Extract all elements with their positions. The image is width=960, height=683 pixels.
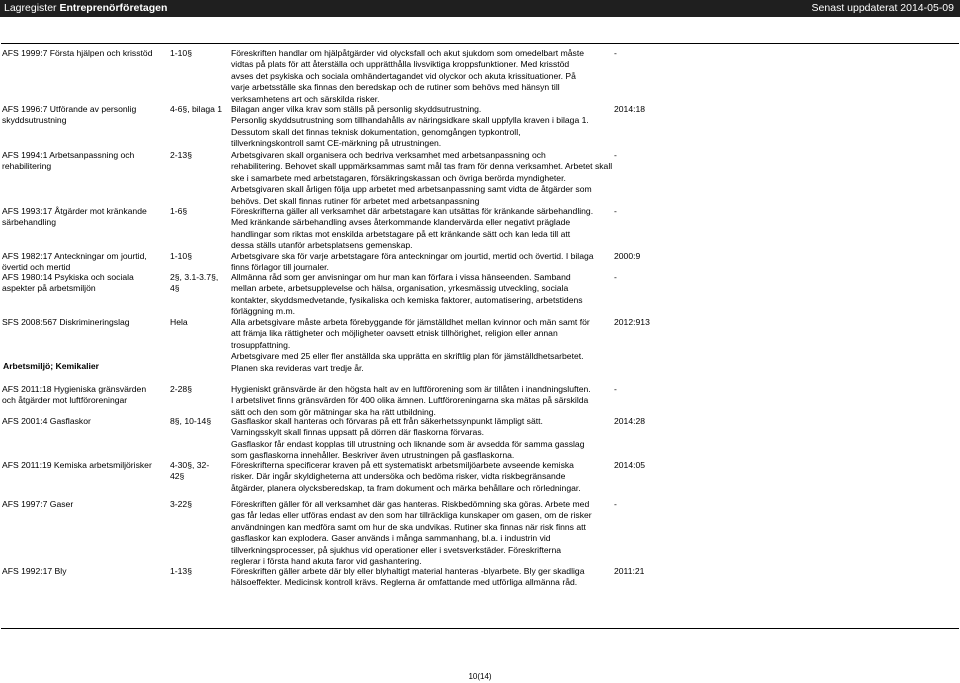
law-description-line: avses det psykiska och sociala omhändertagandet vid olyckor och akuta krissituationer. På [231, 70, 576, 81]
law-sections-line: 1-10§ [170, 251, 192, 261]
page-number: 10(14) [468, 672, 492, 681]
law-name-line: AFS 1993:17 Åtgärder mot kränkande [2, 206, 147, 216]
law-sections-line: 8§, 10-14§ [170, 416, 212, 426]
law-description-line: förläggning m.m. [231, 306, 296, 317]
header-bar [0, 0, 960, 17]
law-name [2, 150, 165, 173]
law-sections-line: 4-6§, bilaga 1 [170, 104, 223, 114]
law-description-line: trosuppfattning. [231, 339, 291, 350]
law-description [231, 566, 614, 589]
law-description-line: tillverkningsprocesser, på sjukhus vid operationer eller i svetsverkstäder. Föreskrifterna [231, 544, 562, 555]
law-sections-line: 4-30§, 32- [170, 460, 210, 470]
brand-name: Entreprenörföretagen [59, 2, 168, 14]
law-sections-line: 2§, 3.1-3.7§, [170, 272, 219, 282]
law-date: - [614, 150, 617, 160]
law-description [231, 104, 614, 150]
law-name [2, 272, 165, 295]
law-description-line: mellan arbete, arbetsupplevelse och hälsa, organisation, yrkesmässig utveckling, sociala [231, 283, 569, 294]
law-date: 2011:21 [614, 566, 645, 576]
law-description-line: reglerar i första hand akuta faror vid gashantering. [231, 556, 422, 567]
law-description-line: rehabilitering. Behovet skall uppmärksammas samt mål tas fram för denna verksamhet. Arbetet skall [231, 161, 613, 172]
law-name-line: övertid och mertid [2, 262, 71, 273]
law-name [2, 251, 165, 274]
law-sections-line: 42§ [170, 471, 185, 482]
law-date: 2014:05 [614, 460, 646, 470]
law-description [231, 317, 614, 374]
law-sections-line: 1-10§ [170, 48, 192, 58]
law-name [2, 384, 165, 407]
law-description-line: Bilagan anger vilka krav som ställs på personlig skyddsutrustning. [231, 104, 482, 114]
law-name-line: AFS 2011:19 Kemiska arbetsmiljörisker [2, 460, 152, 470]
law-description-line: Föreskriften gäller för all verksamhet där gas hanteras. Riskbedömning ska göras. Arbete med [231, 499, 590, 509]
law-name-line: skyddsutrustning [2, 115, 67, 126]
law-description [231, 272, 614, 318]
law-date: - [614, 206, 617, 216]
law-sections [170, 251, 227, 262]
law-name [2, 566, 165, 577]
law-description-line: som gasflaskorna innehåller. Beskriver även utrustningen på gasflaskorna. [231, 450, 515, 461]
law-sections [170, 566, 227, 577]
brand [4, 2, 167, 14]
law-description-line: ske i samarbete med arbetstagaren, försäkringskassan och övriga berörda myndigheter. [231, 172, 566, 183]
law-sections [170, 272, 227, 295]
law-sections-line: 4§ [170, 283, 180, 294]
law-description-line: Arbetsgivaren skall årligen följa upp arbetet med arbetsanpassning samt vidta de åtgärder som [231, 184, 592, 195]
law-name-line: rehabilitering [2, 161, 52, 172]
law-name-line: AFS 1982:17 Anteckningar om jourtid, [2, 251, 147, 261]
table-bottom-rule [1, 628, 959, 629]
law-description-line: Dessutom skall det finnas teknisk dokumentation, genomgången typkontroll, [231, 126, 521, 137]
law-sections [170, 104, 227, 115]
law-sections [170, 317, 227, 328]
law-date: - [614, 499, 617, 509]
law-description-line: Gasflaskor får endast kopplas till utrustning och liknande som är avsedda för samma gasslag [231, 438, 585, 449]
law-description-line: Föreskrifterna gäller all verksamhet där arbetstagare kan utsättas för kränkande särbehandling. [231, 206, 594, 216]
law-description-line: kontakter, skyddsmedvetande, fysikaliska och kemiska faktorer, automatisering, arbetstidens [231, 294, 583, 305]
law-description-line: Arbetsgivaren skall organisera och bedriva verksamhet med arbetsanpassning och [231, 150, 546, 160]
law-description-line: I arbetslivet finns gränsvärden för 400 olika ämnen. Luftföroreningarna ska mätas på särskilda [231, 395, 589, 406]
law-description-line: Varningsskylt skall finnas uppsatt på dörren där flaskorna förvaras. [231, 427, 485, 438]
law-date: - [614, 48, 617, 58]
law-sections [170, 416, 227, 427]
law-date: 2014:18 [614, 104, 646, 114]
law-description-line: Arbetsgivare ska för varje arbetstagare föra anteckningar om jourtid, mertid och övertid. I bilaga [231, 251, 594, 261]
section-heading: Arbetsmiljö; Kemikalier [3, 361, 99, 371]
law-sections-line: 2-28§ [170, 384, 192, 394]
law-description-line: Arbetsgivare med 25 eller fler anställda ska upprätta en skriftlig plan för jämställdhetsarbetet. [231, 351, 584, 362]
law-description-line: dessa ställs utanför arbetsplatsens gemenskap. [231, 240, 413, 251]
law-name [2, 416, 165, 427]
law-description-line: handlingar som riktas mot enskilda arbetstagare på ett kränkande sätt och kan leda till att [231, 228, 571, 239]
law-name [2, 104, 165, 127]
law-description-line: tillverkningskontroll samt CE-märkning på utrustningen. [231, 138, 442, 149]
law-sections-line: 2-13§ [170, 150, 192, 160]
law-description [231, 206, 614, 252]
law-description-line: Med kränkande särbehandling avses återkommande klandervärda eller negativt präglade [231, 217, 571, 228]
law-name [2, 460, 165, 471]
law-sections-line: Hela [170, 317, 188, 327]
law-sections [170, 150, 227, 161]
law-sections [170, 384, 227, 395]
law-date: 2014:28 [614, 416, 646, 426]
law-date: 2012:913 [614, 317, 650, 327]
law-name-line: särbehandling [2, 217, 56, 228]
law-register-table [1, 43, 959, 588]
law-description-line: att främja lika rättigheter och möjligheter oavsett etnisk tillhörighet, religion eller annan [231, 328, 558, 339]
law-description [231, 416, 614, 462]
law-description-line: gas får ledas eller utföras endast av den som har tillräckliga kunskaper om gasen, om de risker [231, 510, 592, 521]
law-sections-line: 1-6§ [170, 206, 188, 216]
law-sections [170, 460, 227, 483]
law-name-line: AFS 1997:7 Gaser [2, 499, 74, 509]
law-description-line: åtgärder, planera olycksberedskap, ta fram dokument och märka behållare och rörledningar. [231, 482, 581, 493]
law-name-line: och åtgärder mot luftföroreningar [2, 395, 128, 406]
law-sections-line: 3-22§ [170, 499, 192, 509]
law-description-line: sätt och den som gör mätningar ska ha rätt utbildning. [231, 406, 436, 417]
law-name [2, 317, 165, 328]
law-description [231, 251, 614, 274]
law-description-line: Allmänna råd som ger anvisningar om hur man kan förfara i vissa hänseenden. Samband [231, 272, 571, 282]
law-description [231, 150, 614, 207]
law-description-line: Föreskrifterna specificerar kraven på ett systematiskt arbetsmiljöarbete avseende kemiska [231, 460, 574, 470]
law-description-line: gasflaskor kan explodera. Gaser används i många sammanhang, bl.a. i industrin vid [231, 533, 551, 544]
law-description-line: Planen ska revideras vart tredje år. [231, 362, 364, 373]
law-name [2, 499, 165, 510]
law-sections [170, 499, 227, 510]
law-description-line: hälsoeffekter. Medicinsk kontroll krävs. Reglerna är omfattande med utförliga allmänna råd. [231, 577, 578, 588]
law-date: - [614, 272, 617, 282]
law-name-line: aspekter på arbetsmiljön [2, 283, 96, 294]
law-name-line: AFS 1980:14 Psykiska och sociala [2, 272, 134, 282]
law-description-line: Gasflaskor skall hanteras och förvaras på ett från säkerhetssynpunkt lämpligt sätt. [231, 416, 543, 426]
law-description-line: finns förlagor till journaler. [231, 262, 329, 273]
law-description-line: vidtas på plats för att återställa och upprätthålla livsviktiga kroppsfunktioner. Med krisstöd [231, 59, 570, 70]
law-name-line: AFS 1994:1 Arbetsanpassning och [2, 150, 135, 160]
law-description-line: användningen kan medföra samt om hur de ska undvikas. Rutiner ska finnas när risk finns att [231, 521, 586, 532]
law-date: 2000:9 [614, 251, 641, 261]
law-name-line: AFS 1999:7 Första hjälpen och krisstöd [2, 48, 153, 58]
law-name-line: AFS 2011:18 Hygieniska gränsvärden [2, 384, 147, 394]
law-name-line: SFS 2008:567 Diskrimineringslag [2, 317, 130, 327]
law-name [2, 206, 165, 229]
law-description [231, 384, 614, 418]
law-description-line: behövs. Det skall finnas rutiner för arbetet med arbetsanpassning [231, 195, 480, 206]
law-sections [170, 206, 227, 217]
law-description [231, 499, 614, 567]
law-description-line: Föreskriften gäller arbete där bly eller blyhaltigt material hanteras -blyarbete. Bly ger skadliga [231, 566, 585, 576]
law-description-line: Alla arbetsgivare måste arbeta förebyggande för jämställdhet mellan kvinnor och män samt för [231, 317, 590, 327]
law-description-line: Föreskriften handlar om hjälpåtgärder vid olycksfall och akut sjukdom som omedelbart måste [231, 48, 584, 58]
law-name-line: AFS 2001:4 Gasflaskor [2, 416, 91, 426]
law-name-line: AFS 1992:17 Bly [2, 566, 67, 576]
law-description-line: verksamhetens art och särskilda risker. [231, 93, 380, 104]
law-description-line: risker. Där ingår skyldigheterna att undersöka och bedöma risker, vidta riskbegränsande [231, 471, 566, 482]
law-description [231, 48, 614, 105]
updated-date: Senast uppdaterat 2014-05-09 [811, 2, 954, 14]
law-date: - [614, 384, 617, 394]
law-sections [170, 48, 227, 59]
law-description-line: Hygieniskt gränsvärde är den högsta halt av en luftförorening som är tillåten i inandningsluften. [231, 384, 591, 394]
law-sections-line: 1-13§ [170, 566, 192, 576]
law-description-line: Personlig skyddsutrustning som tillhandahålls av näringsidkare skall uppfylla kraven i bilaga 1. [231, 115, 589, 126]
law-description [231, 460, 614, 494]
law-description-line: varje arbetsställe ska finnas den beredskap och de rutiner som behövs med hänsyn till [231, 82, 560, 93]
law-name [2, 48, 165, 59]
law-name-line: AFS 1996:7 Utförande av personlig [2, 104, 137, 114]
brand-prefix: Lagregister [4, 2, 57, 14]
